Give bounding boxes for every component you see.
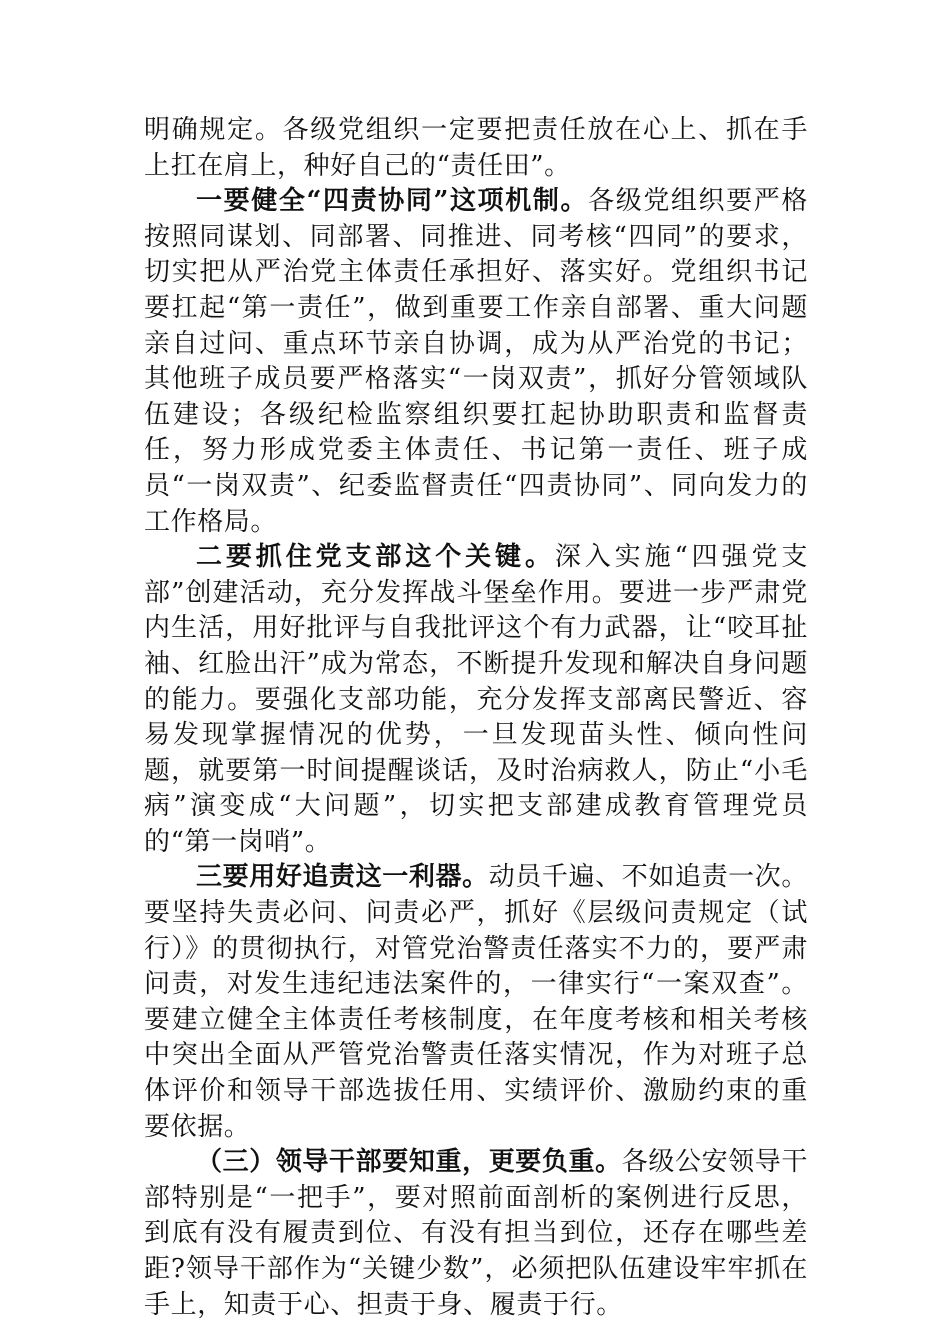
paragraph-text: 明确规定。各级党组织一定要把责任放在心上、抓在手上扛在肩上，种好自己的“责任田”。 <box>144 115 808 181</box>
document-page <box>144 113 808 1323</box>
paragraph-lead: 二要抓住党支部这个关键。 <box>196 542 555 573</box>
paragraph-text: 动员千遍、不如追责一次。要坚持失责必问、问责必严，抓好《层级问责规定（试行）》的贯彻执行，对管党治警责任落实不力的，要严肃问责，对发生违纪违法案件的，一律实行“一案双查”。要建立健全主体责任考核制度，在年度考核和相关考核中突出全面从严管党治警责任落实情况，作为对班子总体评价和领导干部选拔任用、实绩评价、激励约束的重要依据。 <box>144 862 808 1142</box>
paragraph-2 <box>144 184 808 540</box>
paragraph-1 <box>144 113 808 184</box>
paragraph-3 <box>144 540 808 860</box>
paragraph-4 <box>144 860 808 1145</box>
paragraph-lead: 一要健全“四责协同”这项机制。 <box>196 186 589 217</box>
paragraph-5 <box>144 1145 808 1323</box>
paragraph-lead: （三）领导干部要知重，更要负重。 <box>196 1147 622 1178</box>
paragraph-lead: 三要用好追责这一利器。 <box>196 862 489 893</box>
paragraph-text: 各级公安领导干部特别是“一把手”，要对照前面剖析的案例进行反思，到底有没有履责到位、有没有担当到位，还存在哪些差距?领导干部作为“关键少数”，必须把队伍建设牢牢抓在手上，知责于心、担责于身、履责于行。 <box>144 1147 809 1320</box>
paragraph-text: 各级党组织要严格按照同谋划、同部署、同推进、同考核“四同”的要求，切实把从严治党主体责任承担好、落实好。党组织书记要扛起“第一责任”，做到重要工作亲自部署、重大问题亲自过问、重点环节亲自协调，成为从严治党的书记；其他班子成员要严格落实“一岗双责”，抓好分管领域队伍建设；各级纪检监察组织要扛起协助职责和监督责任，努力形成党委主体责任、书记第一责任、班子成员“一岗双责”、纪委监督责任“四责协同”、同向发力的工作格局。 <box>144 186 808 537</box>
paragraph-text: 深入实施“四强党支部”创建活动，充分发挥战斗堡垒作用。要进一步严肃党内生活，用好批评与自我批评这个有力武器，让“咬耳扯袖、红脸出汗”成为常态，不断提升发现和解决自身问题的能力。要强化支部功能，充分发挥支部离民警近、容易发现掌握情况的优势，一旦发现苗头性、倾向性问题，就要第一时间提醒谈话，及时治病救人，防止“小毛病”演变成“大问题”，切实把支部建成教育管理党员的“第一岗哨”。 <box>144 542 808 857</box>
